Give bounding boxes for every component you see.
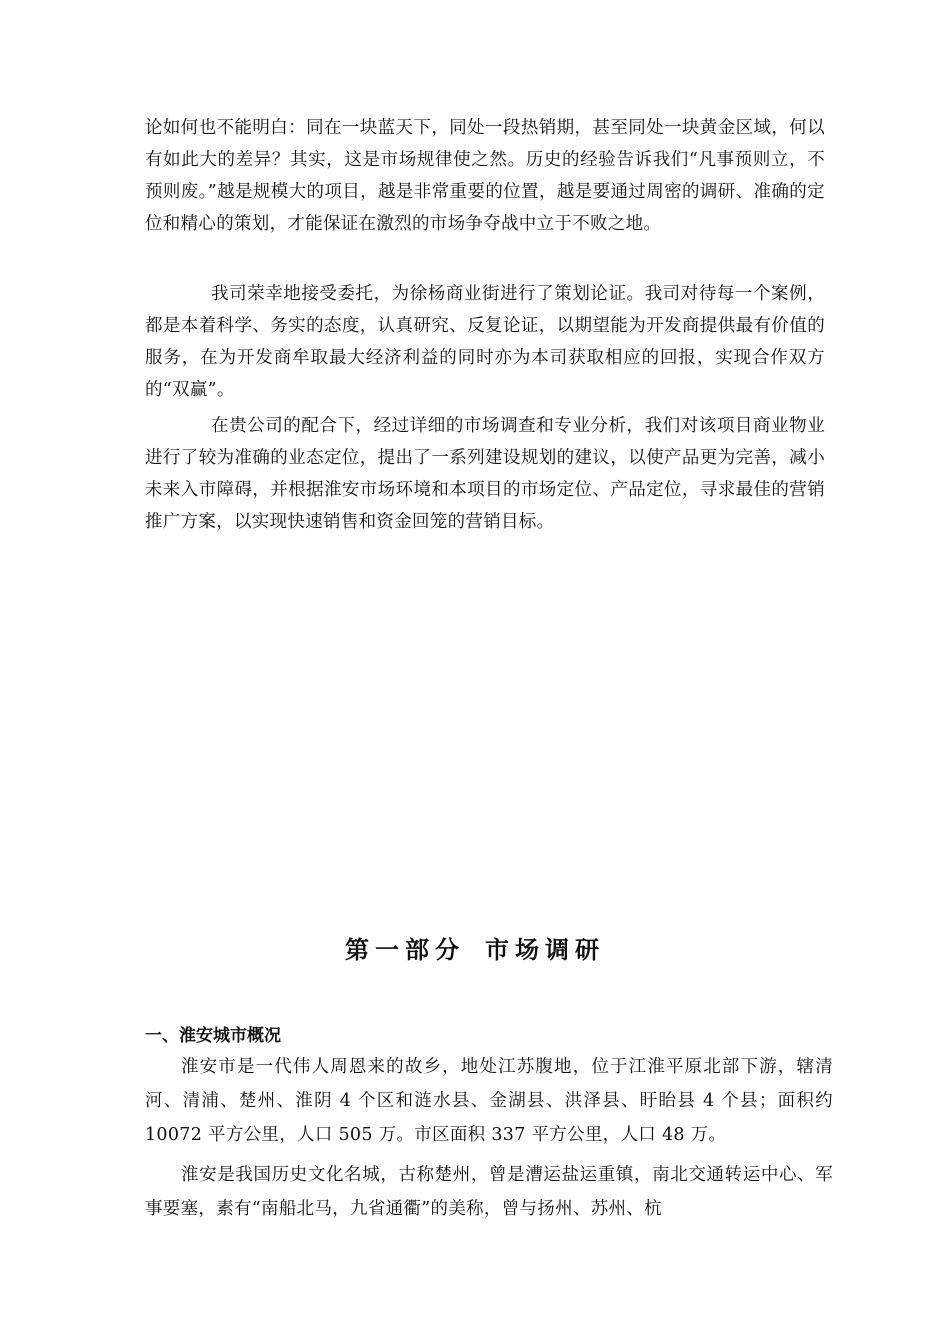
part-title-number: 第一部分 xyxy=(345,935,465,964)
part-title-name: 市场调研 xyxy=(485,935,605,964)
section-heading: 一、淮安城市概况 xyxy=(145,1026,281,1046)
section-paragraph-2: 淮安是我国历史文化名城，古称楚州，曾是漕运盐运重镇，南北交通转运中心、军事要塞，素有“南船北马，九省通衢”的美称，曾与扬州、苏州、杭 xyxy=(145,1165,833,1219)
part-title xyxy=(0,930,950,965)
intro-paragraph-3: 在贵公司的配合下，经过详细的市场调查和专业分析，我们对该项目商业物业进行了较为准确的业态定位，提出了一系列建设规划的建议，以使产品更为完善，减小未来入市障碍，并根据淮安市场环境和本项目的市场定位、产品定位，寻求最佳的营销推广方案，以实现快速销售和资金回笼的营销目标。 xyxy=(145,416,825,532)
section-paragraph-1: 淮安市是一代伟人周恩来的故乡，地处江苏腹地，位于江淮平原北部下游，辖清河、清浦、楚州、淮阴 4 个区和涟水县、金湖县、洪泽县、盱眙县 4 个县；面积约 10072 平方公里，人口 505 万。市区面积 337 平方公里，人口 48 万。 xyxy=(145,1057,833,1145)
intro-paragraph-1: 论如何也不能明白：同在一块蓝天下，同处一段热销期，甚至同处一块黄金区域，何以有如此大的差异？其实，这是市场规律使之然。历史的经验告诉我们“凡事预则立，不预则废。”越是规模大的项目，越是非常重要的位置，越是要通过周密的调研、准确的定位和精心的策划，才能保证在激烈的市场争夺战中立于不败之地。 xyxy=(145,118,825,234)
intro-paragraph-2: 我司荣幸地接受委托，为徐杨商业街进行了策划论证。我司对待每一个案例，都是本着科学、务实的态度，认真研究、反复论证，以期望能为开发商提供最有价值的服务，在为开发商牟取最大经济利益的同时亦为本司获取相应的回报，实现合作双方的“双赢”。 xyxy=(145,284,825,400)
